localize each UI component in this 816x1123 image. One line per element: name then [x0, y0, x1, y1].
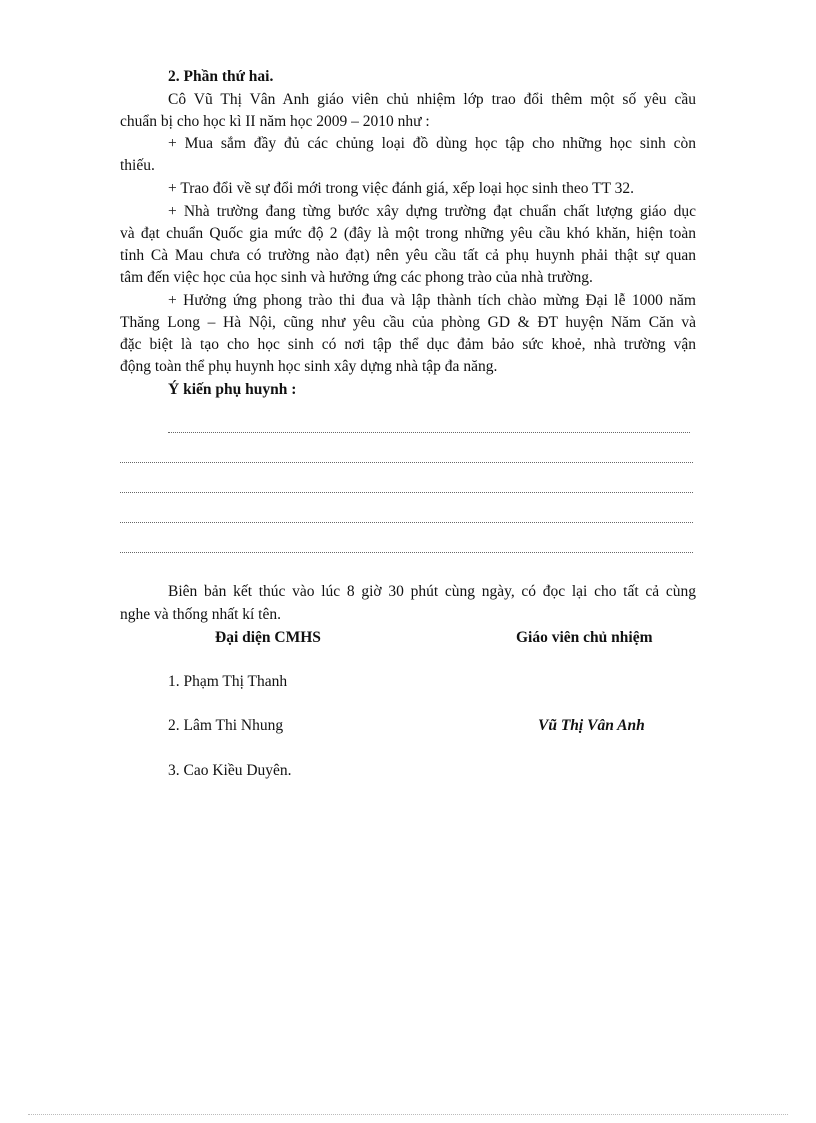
item-4-line-2: Thăng Long – Hà Nội, cũng như yêu cầu của phòng GD & ĐT huyện Năm Căn và [120, 314, 696, 331]
item-4-line-3: đặc biệt là tạo cho học sinh có nơi tập thể dục đảm bảo sức khoẻ, nhà trường vận [120, 336, 696, 353]
item-2-line-1: + Trao đổi về sự đổi mới trong việc đánh giá, xếp loại học sinh theo TT 32. [168, 180, 635, 197]
opinion-line-4 [120, 522, 693, 523]
opinion-line-1 [168, 432, 690, 433]
opinion-line-2 [120, 462, 693, 463]
parent-representative-title: Đại diện CMHS [215, 629, 321, 646]
member-2: 2. Lâm Thi Nhung [168, 717, 284, 734]
opinion-line-5 [120, 552, 693, 553]
opinion-line-3 [120, 492, 693, 493]
member-3: 3. Cao Kiều Duyên. [168, 762, 292, 779]
homeroom-teacher-title: Giáo viên chủ nhiệm [516, 629, 653, 646]
intro-line-2: chuẩn bị cho học kì II năm học 2009 – 2010 như : [120, 113, 430, 130]
closing-line-2: nghe và thống nhất kí tên. [120, 606, 281, 623]
item-4-line-4: động toàn thể phụ huynh học sinh xây dựng nhà tập đa năng. [120, 358, 498, 375]
item-3-line-2: và đạt chuẩn Quốc gia mức độ 2 (đây là một trong những yêu cầu khó khăn, hiện toàn [120, 225, 696, 242]
parent-opinion-heading: Ý kiến phụ huynh : [168, 381, 297, 398]
closing-line-1: Biên bản kết thúc vào lúc 8 giờ 30 phút cùng ngày, có đọc lại cho tất cả cùng [168, 583, 696, 600]
item-1-line-1: + Mua sắm đầy đủ các chủng loại đồ dùng học tập cho những học sinh còn [168, 135, 696, 152]
intro-line-1: Cô Vũ Thị Vân Anh giáo viên chủ nhiệm lớp trao đổi thêm một số yêu cầu [168, 91, 696, 108]
item-1-line-2: thiếu. [120, 157, 155, 174]
teacher-name: Vũ Thị Vân Anh [538, 717, 645, 734]
section-heading: 2. Phần thứ hai. [168, 68, 274, 85]
item-3-line-3: tỉnh Cà Mau chưa có trường nào đạt) nên yêu cầu tất cả phụ huynh phải thật sự quan [120, 247, 696, 264]
member-1: 1. Phạm Thị Thanh [168, 673, 288, 690]
item-3-line-4: tâm đến việc học của học sinh và hưởng ứng các phong trào của nhà trường. [120, 269, 593, 286]
item-3-line-1: + Nhà trường đang từng bước xây dựng trường đạt chuẩn chất lượng giáo dục [168, 203, 696, 220]
page-bottom-rule [28, 1114, 788, 1115]
item-4-line-1: + Hưởng ứng phong trào thi đua và lập thành tích chào mừng Đại lễ 1000 năm [168, 292, 696, 309]
